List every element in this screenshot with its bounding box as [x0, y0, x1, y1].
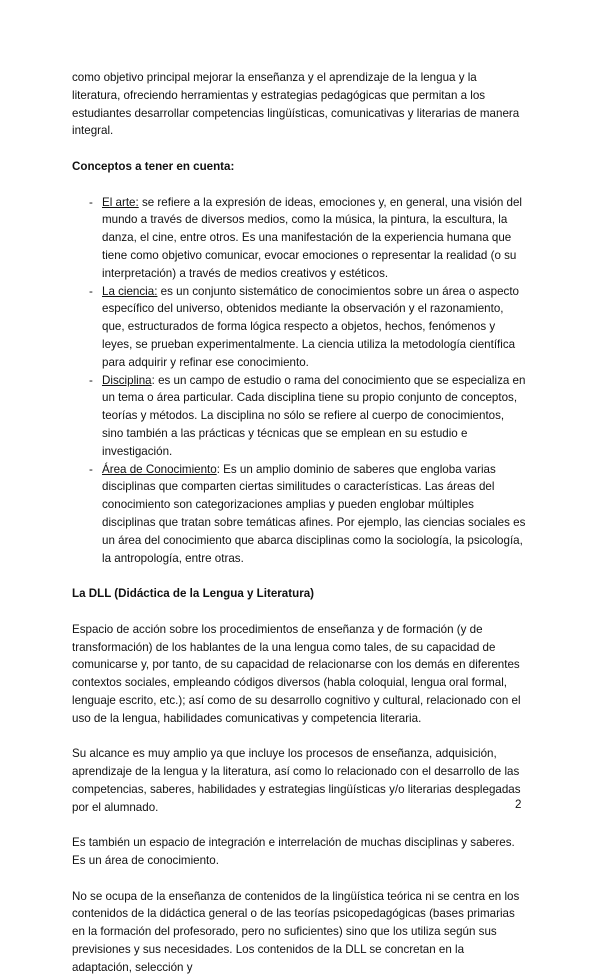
list-dash: -: [89, 373, 93, 387]
dll-paragraph: Es también un espacio de integración e interrelación de muchas disciplinas y saberes. Es un área de conocimiento.: [72, 836, 515, 868]
list-dash: -: [89, 195, 93, 209]
list-dash: -: [89, 284, 93, 298]
list-dash: -: [89, 462, 93, 476]
concept-term: Disciplina: [102, 373, 152, 387]
page-number: 2: [515, 798, 522, 811]
intro-paragraph: como objetivo principal mejorar la enseñanza y el aprendizaje de la lengua y la literatura, ofreciendo herramientas y estrategias pedagógicas que permitan a los estudiantes desarrollar competencias lingüísticas, comunicativas y literarias de manera integral.: [72, 71, 520, 138]
concept-text: es un conjunto sistemático de conocimientos sobre un área o aspecto específico del universo, obtenidos mediante la observación y el razonamiento, que, estructurados de forma lógica respecto a objetos, hechos, fenómenos y leyes, se prueban experimentalmente. La ciencia utiliza la metodología científica para adquirir y refinar ese conocimiento.: [102, 284, 519, 369]
concept-item-ciencia: [72, 283, 527, 372]
concept-text: : es un campo de estudio o rama del conocimiento que se especializa en un tema o área particular. Cada disciplina tiene su propio conjunto de conceptos, teorías y métodos. La disciplina no sólo se refiere al cuerpo de conocimientos, sino también a las prácticas y técnicas que se emplean en su estudio e investigación.: [102, 373, 526, 458]
concept-term: La ciencia:: [102, 284, 158, 298]
dll-paragraph: Espacio de acción sobre los procedimientos de enseñanza y de formación (y de transformación) de los hablantes de la una lengua como tales, de su capacidad de comunicarse y, por tanto, de su capacidad de relacionarse con los demás en diferentes contextos sociales, empleando códigos diversos (habla coloquial, lengua oral formal, lenguaje escrito, etc.); así como de su desarrollo cognitivo y cultural, relacionado con el uso de la lengua, habilidades comunicativas y competencia literaria.: [72, 622, 521, 725]
concept-item-area: [72, 461, 527, 568]
concept-term: Área de Conocimiento: [102, 462, 217, 476]
concept-item-arte: [72, 194, 527, 283]
dll-heading: La DLL (Didáctica de la Lengua y Literatura): [72, 587, 315, 601]
page-content: [72, 69, 527, 977]
dll-paragraph: Su alcance es muy amplio ya que incluye los procesos de enseñanza, adquisición, aprendizaje de la lengua y la literatura, así como lo relacionado con el desarrollo de las competencias, saberes, habilidades y estrategias lingüísticas y/o literarias desplegadas por el alumnado.: [72, 747, 521, 814]
concepts-heading: Conceptos a tener en cuenta:: [72, 159, 235, 173]
dll-paragraph: No se ocupa de la enseñanza de contenidos de la lingüística teórica ni se centra en los contenidos de la didáctica general o de las teorías psicopedagógicas (bases primarias en la formación del profesorado, pero no suficientes) sino que los utiliza según sus previsiones y sus necesidades. Los contenidos de la DLL se concretan en la adaptación, selección y: [72, 889, 520, 974]
concept-term: El arte:: [102, 195, 139, 209]
concept-item-disciplina: [72, 372, 527, 461]
concept-text: se refiere a la expresión de ideas, emociones y, en general, una visión del mundo a través de diversos medios, como la música, la pintura, la escultura, la danza, el cine, entre otros. Es una manifestación de la experiencia humana que tiene como objetivo comunicar, evocar emociones o representar la realidad (o su interpretación) a través de medios creativos y estéticos.: [102, 195, 522, 280]
concepts-list: [72, 194, 527, 568]
concept-text: : Es un amplio dominio de saberes que engloba varias disciplinas que comparten ciertas similitudes o características. Las áreas del conocimiento son categorizaciones amplias y pueden englobar múltiples disciplinas que tratan sobre temáticas afines. Por ejemplo, las ciencias sociales es un área del conocimiento que abarca disciplinas como la sociología, la psicología, la antropología, entre otras.: [102, 462, 526, 565]
